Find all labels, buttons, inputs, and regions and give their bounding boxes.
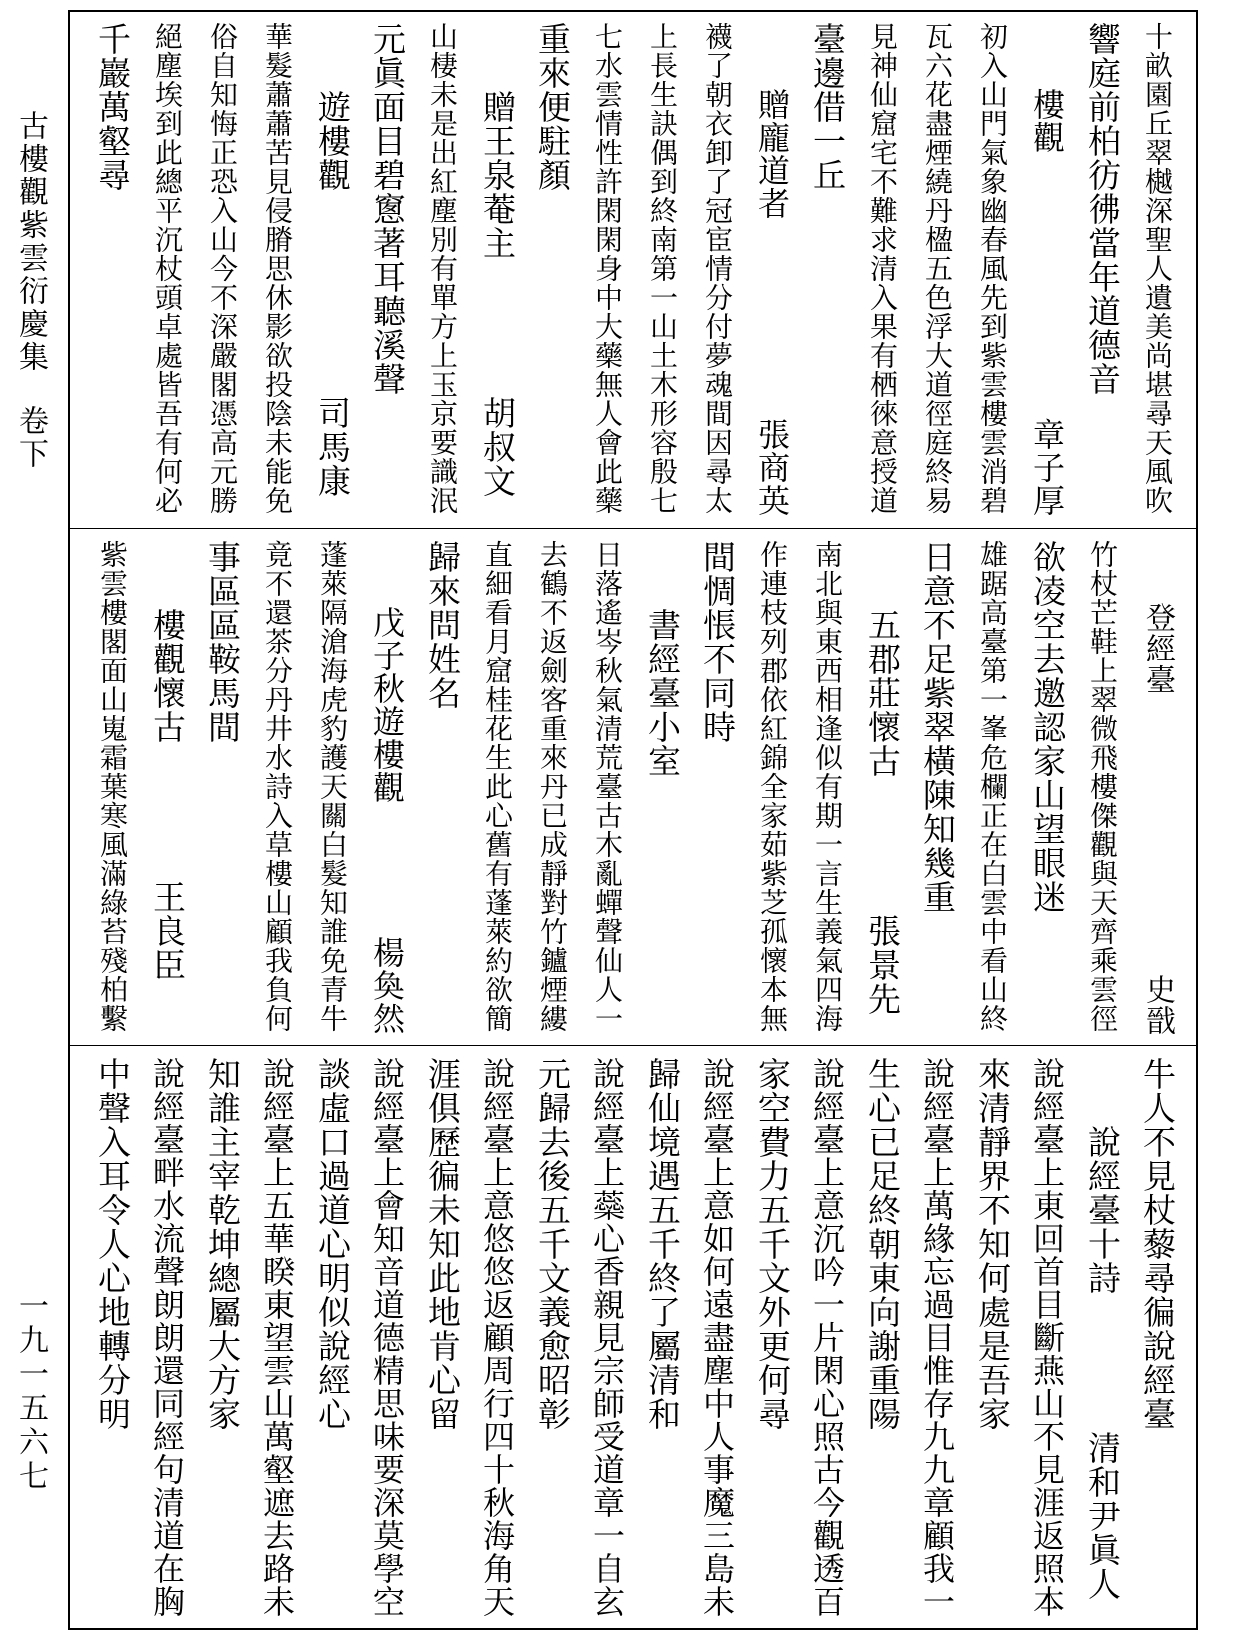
text-column: 去鶴不返劍客重來丹已成靜對竹鑪煙縷	[536, 540, 569, 1033]
text-column: 贈龐道者 張商英	[753, 22, 791, 517]
text-column: 說經臺上萬緣忘過目惟存九九章顧我一	[918, 1057, 956, 1618]
section-divider	[68, 1045, 1198, 1046]
text-column: 華髮蕭蕭苦見侵膌思休影欲投陰未能免	[261, 22, 294, 515]
text-column: 生心已足終朝東向謝重陽	[863, 1057, 902, 1431]
text-column: 遊樓觀 司馬康	[313, 22, 352, 498]
text-column: 說經臺上意悠悠返顧周行四十秋海角天	[478, 1057, 516, 1618]
text-column: 歸仙境遇五千終了屬清和	[643, 1057, 682, 1431]
text-column: 紫雲樓閣面山嵬霜葉寒風滿綠苔殘柏繫	[96, 540, 129, 1033]
text-column: 說經臺十詩 清和尹眞人	[1083, 1057, 1122, 1601]
text-section-top	[70, 22, 1196, 522]
text-column: 登經臺 史戩	[1140, 540, 1175, 1036]
text-column: 說經臺上意如何遠盡塵中人事魔三島未	[698, 1057, 736, 1618]
text-column: 說經臺上蘂心香親見宗師受道章一自玄	[588, 1057, 626, 1618]
text-column: 來清靜界不知何處是吾家	[973, 1057, 1012, 1431]
text-column: 俗自知悔正恐入山今不深嚴閣憑高元勝	[206, 22, 239, 515]
text-column: 元眞面目碧窻著耳聽溪聲	[368, 22, 407, 396]
text-column: 樓觀 章子厚	[1028, 22, 1066, 517]
text-column: 家空費力五千文外更何尋	[753, 1057, 792, 1431]
text-column: 說經臺上五華睽東望雲山萬壑遮去路未	[258, 1057, 296, 1618]
text-column: 戊子秋遊樓觀 楊奐然	[368, 540, 406, 1035]
text-column: 元歸去後五千文義愈昭彰	[533, 1057, 572, 1431]
text-column: 竹杖芒鞋上翠微飛樓傑觀與天齊乘雲徑	[1086, 540, 1119, 1033]
text-column: 樓觀懷古 王良臣	[148, 540, 187, 982]
text-column: 南北與東西相逢似有期一言生義氣四海	[811, 540, 844, 1033]
text-column: 日意不足紫翠橫陳知幾重	[918, 540, 957, 914]
text-column: 談虛口過道心明似說經心	[313, 1057, 352, 1431]
text-column: 歸來問姓名	[423, 540, 462, 710]
text-column: 千巖萬壑尋	[93, 22, 132, 192]
text-column: 中聲入耳令人心地轉分明	[93, 1057, 132, 1431]
text-column: 七水雲情性許閑閑身中大藥無人會此藥	[591, 22, 624, 515]
text-column: 欲凌空去邀認家山望眼迷	[1028, 540, 1067, 914]
text-column: 重來便駐顏	[533, 22, 572, 192]
text-column: 響庭前柏彷彿當年道德音	[1083, 22, 1122, 396]
text-column: 知誰主宰乾坤總屬大方家	[203, 1057, 242, 1431]
text-column: 五郡莊懷古 張景先	[863, 540, 902, 1016]
text-column: 間惆悵不同時	[698, 540, 737, 744]
book-title-margin: 古樓觀紫雲衍慶集	[13, 110, 48, 374]
text-column: 說經臺上東回首目斷燕山不見涯返照本	[1028, 1057, 1066, 1618]
text-column: 說經臺上意沉吟一片閑心照古今觀透百	[808, 1057, 846, 1618]
text-column: 見神仙窟宅不難求清入果有栖徠意授道	[866, 22, 899, 515]
text-column: 十畝園丘翠樾深聖人遺美尚堪尋天風吹	[1141, 22, 1174, 515]
text-column: 日落遙岑秋氣清荒臺古木亂蟬聲仙人一	[591, 540, 624, 1033]
text-column: 山棲未是出紅塵別有單方上玉京要識泯	[426, 22, 459, 515]
text-column: 說經臺畔水流聲朗朗還同經句清道在胸	[148, 1057, 186, 1618]
text-column: 初入山門氣象幽春風先到紫雲樓雲消碧	[976, 22, 1009, 515]
text-column: 臺邊借一丘	[808, 22, 847, 192]
text-column: 贈王泉菴主 胡叔文	[478, 22, 517, 498]
text-section-middle	[70, 540, 1196, 1040]
text-section-bottom	[70, 1057, 1196, 1622]
text-column: 雄踞高臺第一峯危欄正在白雲中看山終	[976, 540, 1009, 1033]
text-column: 竟不還茶分丹井水詩入草樓山顧我負何	[261, 540, 294, 1033]
text-column: 瓦六花盡煙繞丹楹五色浮大道徑庭終易	[921, 22, 954, 515]
text-column: 直細看月窟桂花生此心舊有蓬萊約欲簡	[481, 540, 514, 1033]
text-column: 涯俱歷徧未知此地肯心留	[423, 1057, 462, 1431]
text-column: 牛人不見杖藜尋徧說經臺	[1138, 1057, 1177, 1431]
text-column: 作連枝列郡依紅錦全家茹紫芝孤懷本無	[756, 540, 789, 1033]
text-column: 絕塵埃到此總平沉杖頭卓處皆吾有何必	[151, 22, 184, 515]
volume-label-margin: 卷下	[13, 405, 48, 471]
text-column: 事區區鞍馬間	[203, 540, 242, 744]
text-column: 書經臺小室	[643, 540, 682, 778]
text-column: 襪了朝衣卸了冠宦情分付夢魂間因尋太	[701, 22, 734, 515]
text-column: 上長生訣偶到終南第一山土木形容殷七	[646, 22, 679, 515]
page-number-margin: 一九一五六七	[13, 1290, 48, 1494]
text-column: 說經臺上會知音道德精思味要深莫學空	[368, 1057, 406, 1618]
text-column: 蓬萊隔滄海虎豹護天關白髮知誰免青牛	[316, 540, 349, 1033]
section-divider	[68, 528, 1198, 529]
